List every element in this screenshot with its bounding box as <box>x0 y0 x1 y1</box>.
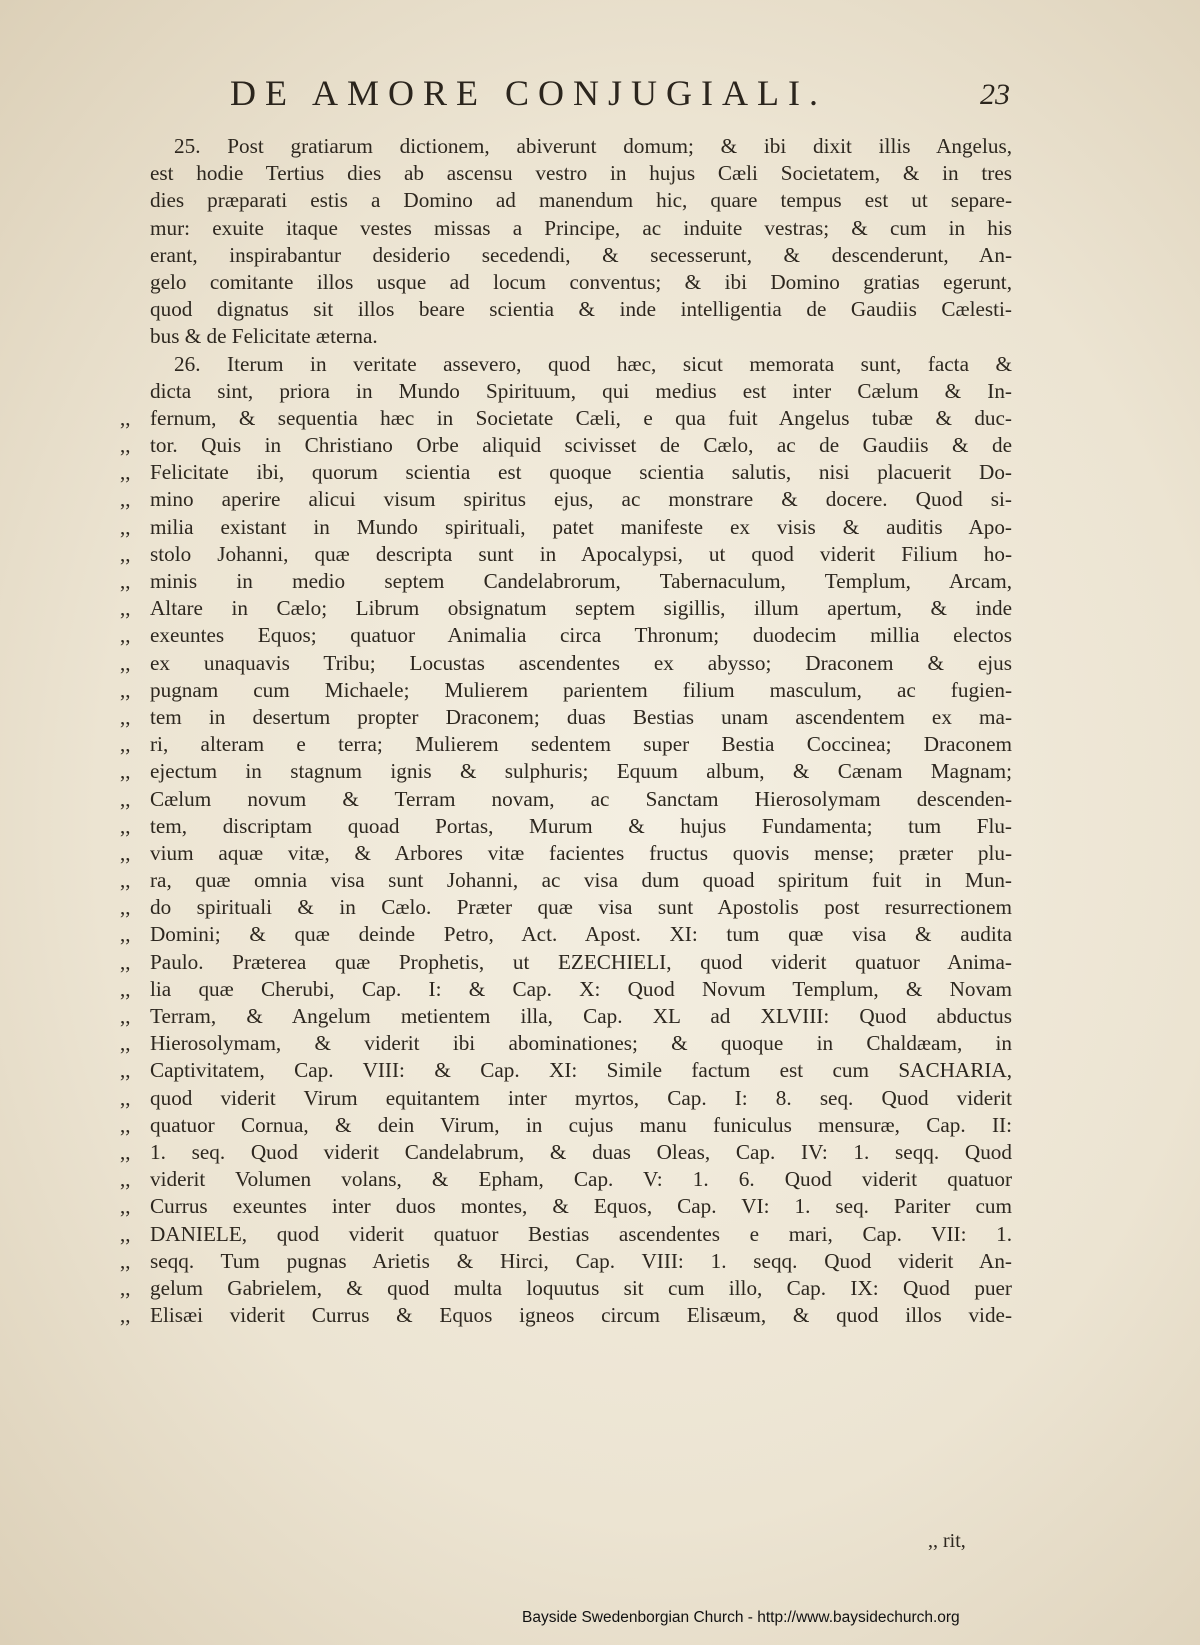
text-line <box>120 786 1012 813</box>
line-text: pugnam cum Michaele; Mulierem parientem filium masculum, ac fugien- <box>150 677 1012 702</box>
line-text: Elisæi viderit Currus & Equos igneos circum Elisæum, & quod illos vide- <box>150 1303 1012 1328</box>
text-line <box>120 541 1012 568</box>
text-line <box>150 242 1012 269</box>
running-head <box>0 72 1200 116</box>
line-text: ra, quæ omnia visa sunt Johanni, ac visa dum quoad spiritum fuit in Mun- <box>150 868 1012 893</box>
text-line <box>120 976 1012 1003</box>
line-text: gelo comitante illos usque ad locum conventus; & ibi Domino gratias egerunt, <box>150 269 1012 294</box>
line-text: Felicitate ibi, quorum scientia est quoque scientia salutis, nisi placuerit Do- <box>150 460 1012 485</box>
line-text: tor. Quis in Christiano Orbe aliquid scivisset de Cælo, ac de Gaudiis & de <box>150 433 1012 458</box>
text-line <box>150 296 1012 323</box>
quotation-mark: ,, <box>120 732 131 757</box>
text-line <box>120 1193 1012 1220</box>
quotation-mark: ,, <box>120 868 131 893</box>
quotation-mark: ,, <box>120 1248 131 1273</box>
line-text: tem, discriptam quoad Portas, Murum & hujus Fundamenta; tum Flu- <box>150 813 1012 838</box>
text-line <box>120 758 1012 785</box>
line-text: fernum, & sequentia hæc in Societate Cæli, e qua fuit Angelus tubæ & duc- <box>150 405 1012 430</box>
line-text: viderit Volumen volans, & Epham, Cap. V: 1. 6. Quod viderit quatuor <box>150 1167 1012 1192</box>
quotation-mark: ,, <box>120 1167 131 1192</box>
quotation-mark: ,, <box>120 433 131 458</box>
line-text: Paulo. Præterea quæ Prophetis, ut EZECHIELI, quod viderit quatuor Anima- <box>150 949 1012 974</box>
line-text: Captivitatem, Cap. VIII: & Cap. XI: Simile factum est cum SACHARIA, <box>150 1058 1012 1083</box>
text-line <box>150 215 1012 242</box>
quotation-mark: ,, <box>120 759 131 784</box>
text-line <box>120 1085 1012 1112</box>
line-text: ex unaquavis Tribu; Locustas ascendentes ex abysso; Draconem & ejus <box>150 650 1012 675</box>
line-text: dicta sint, priora in Mundo Spirituum, qui medius est inter Cælum & In- <box>150 378 1012 403</box>
text-line <box>120 1248 1012 1275</box>
text-line <box>120 677 1012 704</box>
body-text <box>120 133 1012 1329</box>
text-line <box>120 894 1012 921</box>
line-text: ri, alteram e terra; Mulierem sedentem super Bestia Coccinea; Draconem <box>150 732 1012 757</box>
line-text: mur: exuite itaque vestes missas a Principe, ac induite vestras; & cum in his <box>150 215 1012 240</box>
text-line <box>120 514 1012 541</box>
line-text: tem in desertum propter Draconem; duas Bestias unam ascendentem ex ma- <box>150 704 1012 729</box>
text-line <box>120 949 1012 976</box>
text-line <box>120 921 1012 948</box>
quotation-mark: ,, <box>120 1085 131 1110</box>
text-line <box>120 867 1012 894</box>
line-text: quatuor Cornua, & dein Virum, in cujus manu funiculus mensuræ, Cap. II: <box>150 1112 1012 1137</box>
text-line <box>120 1003 1012 1030</box>
text-line <box>120 459 1012 486</box>
quotation-mark: ,, <box>120 405 131 430</box>
line-text: seqq. Tum pugnas Arietis & Hirci, Cap. VIII: 1. seqq. Quod viderit An- <box>150 1248 1012 1273</box>
line-text: 25. Post gratiarum dictionem, abiverunt domum; & ibi dixit illis Angelus, <box>174 134 1012 158</box>
line-text: Cælum novum & Terram novam, ac Sanctam Hierosolymam descenden- <box>150 786 1012 811</box>
text-line <box>120 650 1012 677</box>
quotation-mark: ,, <box>120 677 131 702</box>
text-line <box>120 486 1012 513</box>
text-line <box>150 378 1012 405</box>
text-line <box>150 160 1012 187</box>
quotation-mark: ,, <box>120 976 131 1001</box>
line-text: 1. seq. Quod viderit Candelabrum, & duas Oleas, Cap. IV: 1. seqq. Quod <box>150 1139 1012 1164</box>
text-line <box>120 432 1012 459</box>
text-line <box>120 1057 1012 1084</box>
quotation-mark: ,, <box>120 949 131 974</box>
quotation-mark: ,, <box>120 840 131 865</box>
quotation-mark: ,, <box>120 487 131 512</box>
page-number: 23 <box>980 78 1010 111</box>
line-text: Terram, & Angelum metientem illa, Cap. XL ad XLVIII: Quod abductus <box>150 1004 1012 1028</box>
text-line <box>120 1030 1012 1057</box>
line-text: quod viderit Virum equitantem inter myrtos, Cap. I: 8. seq. Quod viderit <box>150 1085 1012 1110</box>
line-text: Altare in Cælo; Librum obsignatum septem sigillis, illum apertum, & inde <box>150 596 1012 621</box>
quotation-mark: ,, <box>120 460 131 485</box>
quotation-mark: ,, <box>120 541 131 566</box>
quotation-mark: ,, <box>120 596 131 621</box>
text-line <box>120 405 1012 432</box>
quotation-mark: ,, <box>120 1194 131 1219</box>
text-line <box>120 1302 1012 1329</box>
line-text: bus & de Felicitate æterna. <box>150 324 378 349</box>
text-line <box>120 1112 1012 1139</box>
line-text: erant, inspirabantur desiderio secedendi, & secesserunt, & descenderunt, An- <box>150 242 1012 267</box>
line-text: vium aquæ vitæ, & Arbores vitæ facientes fructus quovis mense; præter plu- <box>150 840 1012 865</box>
line-text: milia existant in Mundo spirituali, patet manifeste ex visis & auditis Apo- <box>150 514 1012 539</box>
text-line <box>120 1139 1012 1166</box>
text-line <box>150 351 1012 378</box>
quotation-mark: ,, <box>120 786 131 811</box>
line-text: exeuntes Equos; quatuor Animalia circa Thronum; duodecim millia electos <box>150 623 1012 648</box>
quotation-mark: ,, <box>120 895 131 920</box>
quotation-mark: ,, <box>120 1058 131 1083</box>
quotation-mark: ,, <box>120 922 131 947</box>
catchword: ,, rit, <box>928 1530 966 1552</box>
text-line <box>150 187 1012 214</box>
text-line <box>120 813 1012 840</box>
line-text: lia quæ Cherubi, Cap. I: & Cap. X: Quod Novum Templum, & Novam <box>150 976 1012 1001</box>
quotation-mark: ,, <box>120 569 131 593</box>
text-line <box>120 1275 1012 1302</box>
line-text: gelum Gabrielem, & quod multa loquutus sit cum illo, Cap. IX: Quod puer <box>150 1275 1012 1300</box>
line-text: stolo Johanni, quæ descripta sunt in Apocalypsi, ut quod viderit Filium ho- <box>150 541 1012 566</box>
text-line <box>120 1221 1012 1248</box>
line-text: do spirituali & in Cælo. Præter quæ visa sunt Apostolis post resurrectionem <box>150 895 1012 920</box>
line-text: DANIELE, quod viderit quatuor Bestias ascendentes e mari, Cap. VII: 1. <box>150 1221 1012 1246</box>
text-line <box>120 622 1012 649</box>
line-text: minis in medio septem Candelabrorum, Tabernaculum, Templum, Arcam, <box>150 569 1012 593</box>
text-line <box>150 269 1012 296</box>
line-text: 26. Iterum in veritate assevero, quod hæc, sicut memorata sunt, facta & <box>174 351 1012 376</box>
quotation-mark: ,, <box>120 1031 131 1056</box>
text-line <box>120 704 1012 731</box>
running-title: DE AMORE CONJUGIALI. <box>230 73 827 113</box>
line-text: ejectum in stagnum ignis & sulphuris; Equum album, & Cænam Magnam; <box>150 759 1012 784</box>
quotation-mark: ,, <box>120 514 131 539</box>
line-text: est hodie Tertius dies ab ascensu vestro in hujus Cæli Societatem, & in tres <box>150 161 1012 186</box>
line-text: dies præparati estis a Domino ad manendum hic, quare tempus est ut separe- <box>150 188 1012 213</box>
line-text: quod dignatus sit illos beare scientia & inde intelligentia de Gaudiis Cælesti- <box>150 297 1012 322</box>
text-line <box>150 133 1012 160</box>
line-text: Currus exeuntes inter duos montes, & Equos, Cap. VI: 1. seq. Pariter cum <box>150 1194 1012 1219</box>
text-line <box>120 568 1012 595</box>
quotation-mark: ,, <box>120 1004 131 1028</box>
line-text: mino aperire alicui visum spiritus ejus, ac monstrare & docere. Quod si- <box>150 487 1012 512</box>
text-line <box>120 840 1012 867</box>
quotation-mark: ,, <box>120 704 131 729</box>
quotation-mark: ,, <box>120 813 131 838</box>
line-text: Domini; & quæ deinde Petro, Act. Apost. XI: tum quæ visa & audita <box>150 922 1012 947</box>
quotation-mark: ,, <box>120 1139 131 1164</box>
quotation-mark: ,, <box>120 623 131 648</box>
quotation-mark: ,, <box>120 1303 131 1328</box>
watermark-credit: Bayside Swedenborgian Church - http://www.baysidechurch.org <box>522 1609 960 1626</box>
line-text: Hierosolymam, & viderit ibi abominationes; & quoque in Chaldæam, in <box>150 1031 1012 1056</box>
quotation-mark: ,, <box>120 1275 131 1300</box>
text-line <box>120 595 1012 622</box>
quotation-mark: ,, <box>120 650 131 675</box>
text-line <box>120 731 1012 758</box>
text-line <box>120 1166 1012 1193</box>
text-line <box>150 323 1012 350</box>
quotation-mark: ,, <box>120 1112 131 1137</box>
quotation-mark: ,, <box>120 1221 131 1246</box>
